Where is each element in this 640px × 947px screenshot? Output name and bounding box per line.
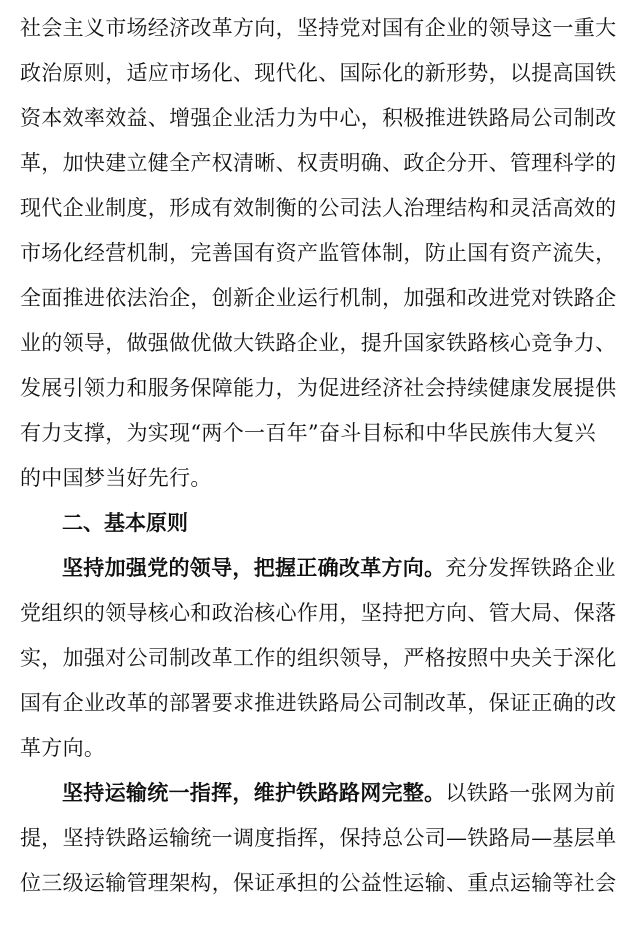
paragraph-line: 实，加强对公司制改革工作的组织领导，严格按照中央关于深化 (20, 646, 617, 670)
principle-1-text: 充分发挥铁路企业 (445, 556, 616, 580)
paragraph-line: 党组织的领导核心和政治核心作用，坚持把方向、管大局、保落 (20, 601, 617, 625)
paragraph-line: 发展引领力和服务保障能力，为促进经济社会持续健康发展提供 (20, 376, 617, 400)
paragraph-line: 有力支撑，为实现“两个一百年”奋斗目标和中华民族伟大复兴 (20, 421, 596, 445)
paragraph-line: 市场化经营机制，完善国有资产监管体制，防止国有资产流失， (20, 241, 617, 265)
paragraph-line: 社会主义市场经济改革方向，坚持党对国有企业的领导这一重大 (20, 16, 617, 40)
paragraph-line: 的中国梦当好先行。 (20, 466, 212, 490)
paragraph-line: 资本效率效益、增强企业活力为中心，积极推进铁路局公司制改 (20, 106, 617, 130)
paragraph-line: 现代企业制度，形成有效制衡的公司法人治理结构和灵活高效的 (20, 196, 617, 220)
principle-2-title: 坚持运输统一指挥，维护铁路路网完整。 (62, 780, 446, 805)
paragraph-line: 国有企业改革的部署要求推进铁路局公司制改革，保证正确的改 (20, 691, 617, 715)
principle-2-text: 以铁路一张网为前 (445, 781, 616, 805)
paragraph-line: 位三级运输管理架构，保证承担的公益性运输、重点运输等社会 (20, 871, 617, 895)
paragraph-line: 提，坚持铁路运输统一调度指挥，保持总公司—铁路局—基层单 (20, 826, 617, 850)
paragraph-line: 革，加快建立健全产权清晰、权责明确、政企分开、管理科学的 (20, 151, 617, 175)
paragraph-line: 革方向。 (20, 736, 106, 760)
principle-2-first-line (62, 779, 620, 807)
principle-1-first-line (62, 554, 620, 582)
principle-1-title: 坚持加强党的领导，把握正确改革方向。 (62, 555, 446, 580)
paragraph-line: 政治原则，适应市场化、现代化、国际化的新形势，以提高国铁 (20, 61, 617, 85)
section-heading: 二、基本原则 (62, 510, 188, 535)
paragraph-line: 全面推进依法治企，创新企业运行机制，加强和改进党对铁路企 (20, 286, 617, 310)
paragraph-line: 业的领导，做强做优做大铁路企业，提升国家铁路核心竞争力、 (20, 331, 617, 355)
